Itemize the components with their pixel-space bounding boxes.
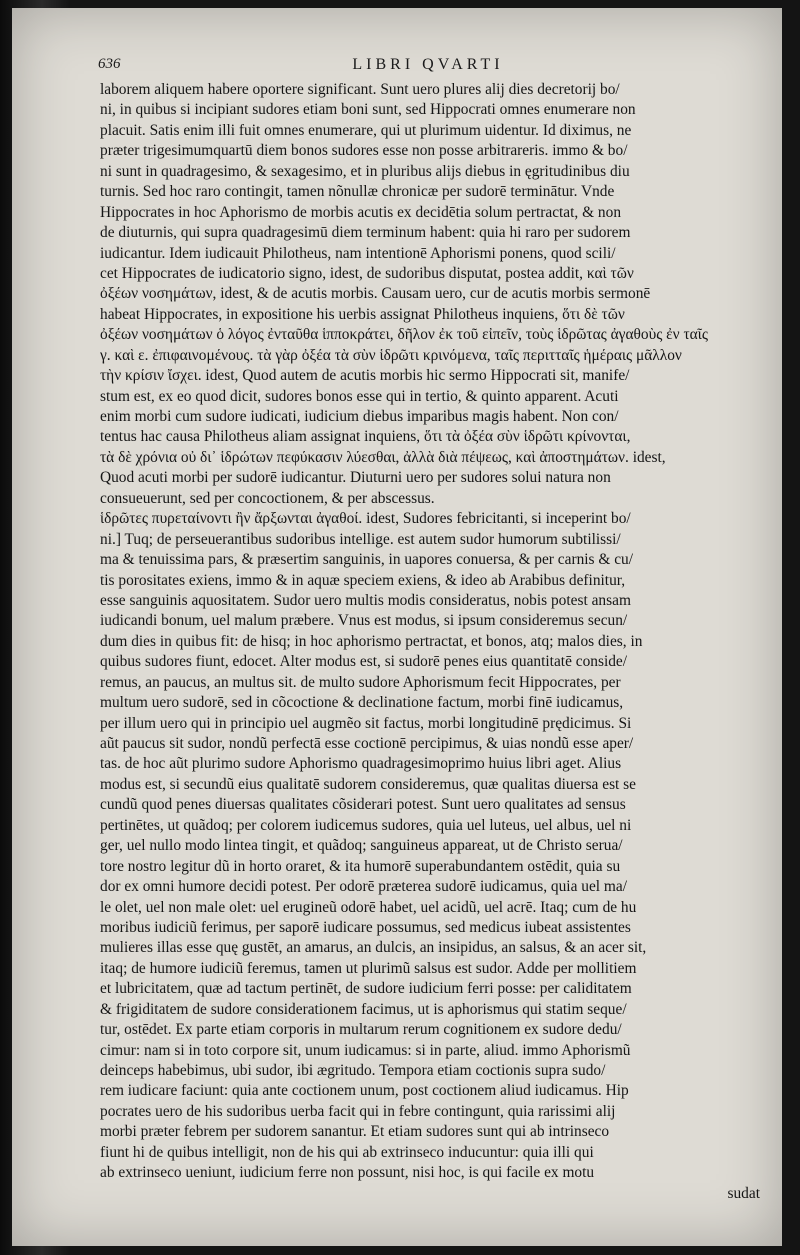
- text-line: τὴν κρίσιν ἴσχει. idest, Quod autem de acutis morbis hic sermo Hippocrati sit, manife/: [100, 367, 630, 385]
- text-line: ni, in quibus si incipiant sudores etiam boni sunt, sed Hippocrati omnes enumerare non: [100, 101, 636, 119]
- text-line: modus est, si secundũ eius qualitatē sudorem consideremus, quæ qualitas diuersa est se: [100, 775, 637, 793]
- text-line: le olet, uel non male olet: uel erugineũ odorē habet, uel acidũ, uel acrē. Itaq; cum de hu: [100, 898, 637, 916]
- text-line: cundũ quod penes diuersas qualitates cõsiderari potest. Sunt uero qualitates ad sensus: [100, 796, 626, 814]
- text-line: remus, an paucus, an multus sit. de multo sudore Aphorismum fecit Hippocrates, per: [100, 673, 621, 691]
- text-line: dum dies in quibus fit: de hisq; in hoc aphorismo pertractat, et bonos, atq; malos dies, in: [100, 632, 643, 650]
- text-line: τὰ δὲ χρόνια οὐ δι᾽ ἱδρώτων πεφύκασιν λύεσθαι, ἀλλὰ διὰ πέψεως, καὶ ἀποστημάτων. idest,: [100, 448, 666, 466]
- text-line: Hippocrates in hoc Aphorismo de morbis acutis ex decidētia solum pertractat, & non: [100, 203, 622, 221]
- text-line: stum est, ex eo quod dicit, sudores bonos esse qui in tertio, & quinto apparent. Acuti: [100, 387, 619, 405]
- text-line: sudat: [727, 1184, 760, 1202]
- text-line: deinceps habebimus, ubi sudor, ibi ægritudo. Tempora etiam coctionis supra sudo/: [100, 1062, 606, 1079]
- text-line: ὀξέων νοσημάτων ὁ λόγος ἐνταῦθα ἱπποκράτει, δῆλον ἐκ τοῦ εἰπεῖν, τοὺς ἱδρῶτας ἀγαθοὺς ἐν ταῖς: [100, 326, 708, 344]
- text-line: præter trigesimumquartū diem bonos sudores esse non posse arbitrareris. immo & bo/: [100, 142, 628, 160]
- text-line: consueuerunt, sed per concoctionem, & per abscessus.: [100, 489, 435, 507]
- text-line: multum uero sudorē, sed in cõcoctione & declinatione factum, morbi finē iudicamus,: [100, 694, 624, 712]
- text-line: moribus iudiciũ ferimus, per saporē iudicare possumus, sed medicus iubeat assistentes: [100, 918, 631, 936]
- page-number: 636: [98, 56, 121, 72]
- text-line: laborem aliquem habere oportere significant. Sunt uero plures alij dies decretorij bo/: [100, 81, 620, 98]
- text-line: iudicandi bonum, uel malum præbere. Vnus est modus, si ipsum consideremus secun/: [100, 612, 628, 630]
- text-line: turnis. Sed hoc raro contingit, tamen nõnullæ chronicæ per sudorē terminātur. Vnde: [100, 183, 615, 201]
- text-line: cet Hippocrates de iudicatorio signo, idest, de sudoribus disputat, postea addit, καὶ τῶν: [100, 264, 634, 282]
- text-line: itaq; de humore iudiciũ feremus, tamen ut plurimũ salsus est sudor. Adde per mollitiem: [100, 959, 637, 977]
- text-line: γ. καὶ ε. ἐπιφαινομένους. τὰ γὰρ ὀξέα τὰ σὺν ἱδρῶτι κρινόμενα, ταῖς περιτταῖς ἡμέραις μᾶλλον: [100, 346, 682, 364]
- text-line: ὀξέων νοσημάτων, idest, & de acutis morbis. Causam uero, cur de acutis morbis sermonē: [100, 285, 651, 303]
- text-line: ger, uel nullo modo lintea tingit, et quãdoq; sanguineus appareat, ut de Christo serua/: [100, 837, 623, 855]
- text-line: ma & tenuissima pars, & præsertim sanguinis, in uapores conuersa, & per carnis & cu/: [100, 551, 633, 569]
- text-line: tis porositates exiens, immo & in aquæ speciem exiens, & ideo ab Arabibus definitur,: [100, 571, 626, 589]
- text-line: habeat Hippocrates, in expositione his uerbis assignat Philotheus inquiens, ὅτι δὲ τῶν: [100, 305, 625, 323]
- text-line: esse sanguinis aquositatem. Sudor uero multis modis consideratus, nobis potest ansam: [100, 591, 631, 609]
- text-line: placuit. Satis enim illi fuit omnes enumerare, qui ut plurimum uidentur. Id diximus, ne: [100, 121, 632, 139]
- text-line: mulieres illas esse quę gustēt, an amarus, an dulcis, an insipidus, an salsus, & an acer sit,: [100, 939, 647, 957]
- text-line: ni.] Tuq; de perseuerantibus sudoribus intellige. est autem sudor humorum subtilissi/: [100, 530, 621, 548]
- text-line: tas. de hoc aũt plurimo sudore Aphorismo quadragesimoprimo huius libri aget. Alius: [100, 755, 622, 773]
- page-header: [98, 56, 758, 78]
- text-line: tentus hac causa Philotheus aliam assignat inquiens, ὅτι τὰ ὀξέα σὺν ἱδρῶτι κρίνονται,: [100, 428, 631, 446]
- text-line: ἱδρῶτες πυρεταίνοντι ἢν ἄρξωνται ἀγαθοί. idest, Sudores febricitanti, si inceperint bo/: [100, 510, 631, 528]
- text-line: fiunt hi de quibus intelligit, non de his qui ab extrinseco inducuntur: quia illi qui: [100, 1143, 594, 1161]
- text-line: quibus sudores fiunt, edocet. Alter modus est, si sudorē penes eius quantitatē conside/: [100, 653, 628, 671]
- text-line: morbi præter febrem per sudorem sanantur. Et etiam sudores sunt qui ab intrinseco: [100, 1123, 610, 1141]
- text-line: tore nostro legitur dũ in horto oraret, & ita humorē superabundantem ostēdit, quia su: [100, 857, 621, 875]
- text-line: rem iudicare faciunt: quia ante coctionem unum, post coctionem aliud iudicamus. Hip: [100, 1082, 629, 1100]
- text-line: Quod acuti morbi per sudorē iudicantur. Diuturni uero per sudores solui natura non: [100, 469, 611, 487]
- text-line: tur, ostēdet. Ex parte etiam corporis in multarum rerum cognitionem ex sudore dedu/: [100, 1021, 622, 1039]
- text-line: & frigiditatem de sudore considerationem facimus, ut is aphorismus qui statim seque/: [100, 1000, 627, 1018]
- text-line: ab extrinseco ueniunt, iudicium ferre non possunt, nisi hoc, is qui facile ex motu: [100, 1164, 595, 1182]
- text-line: dor ex omni humore decidi potest. Per odorē præterea sudorē iudicamus, quia uel ma/: [100, 878, 627, 896]
- text-line: et lubricitatem, quæ ad tactum pertinēt, de sudore iudicium ferri posse: per caliditatem: [100, 980, 632, 998]
- text-line: de diuturnis, qui supra quadragesimū diem terminum habent: quia hi raro per sudorem: [100, 224, 631, 242]
- main-text-block: [100, 80, 760, 1204]
- text-line: aũt paucus sit sudor, nondũ perfectā esse coctionē percipimus, & uias nondũ esse aper/: [100, 735, 634, 752]
- text-line: ni sunt in quadragesimo, & sexagesimo, et in pluribus alijs diebus in ęgritudinibus diu: [100, 162, 630, 180]
- text-line: pertinētes, ut quãdoq; per colorem iudicemus sudores, quia uel luteus, uel albus, uel ni: [100, 816, 632, 834]
- text-line: iudicantur. Idem iudicauit Philotheus, nam intentionē Aphorismi ponens, quod scili/: [100, 244, 616, 262]
- text-line: pocrates uero de his sudoribus uerba facit qui in febre contingunt, quia rarissimi alij: [100, 1102, 616, 1120]
- running-head: LIBRI QVARTI: [352, 56, 504, 73]
- text-line: cimur: nam si in toto corpore sit, unum iudicamus: si in parte, aliud. immo Aphorismũ: [100, 1041, 631, 1059]
- text-line: enim morbi cum sudore iudicati, iudicium diebus imparibus magis habent. Non con/: [100, 408, 619, 425]
- text-line: per illum uero qui in principio uel augmẽo sit factus, morbi longitudinē prędicimus. Si: [100, 714, 632, 732]
